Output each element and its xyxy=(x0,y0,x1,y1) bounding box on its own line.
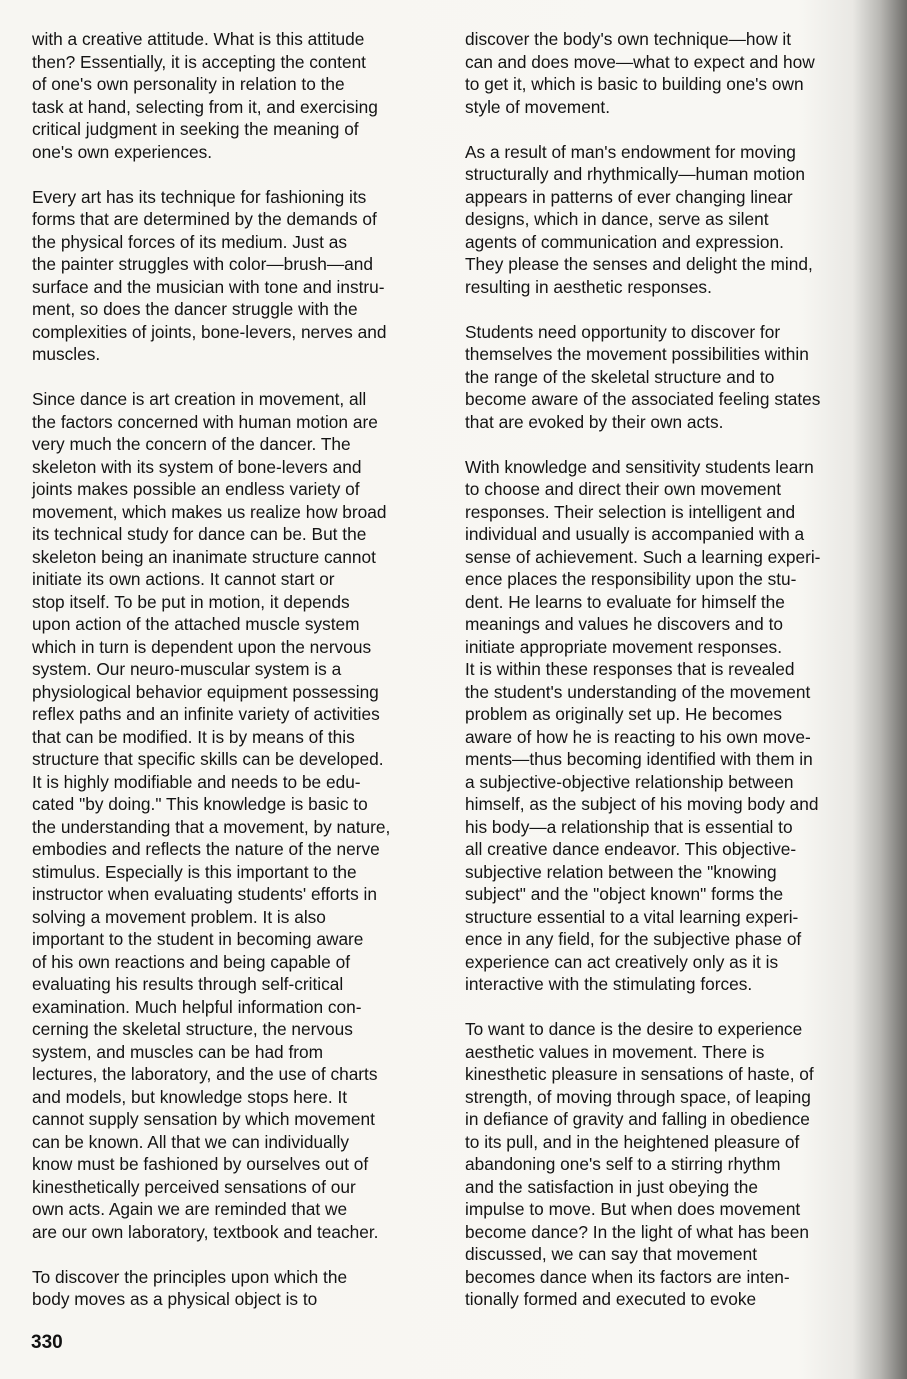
text-line: can and does move—what to expect and how xyxy=(465,51,815,72)
text-line: ment, so does the dancer struggle with the xyxy=(32,299,358,319)
paragraph-gap xyxy=(32,163,444,186)
text-line: embodies and reflects the nature of the nerve xyxy=(32,839,380,859)
text-line: appears in patterns of ever changing linear xyxy=(465,186,793,207)
text-line: cated "by doing." This knowledge is basic to xyxy=(32,794,368,814)
paragraph-gap xyxy=(32,1243,444,1266)
text-line: system. Our neuro-muscular system is a xyxy=(32,659,342,679)
text-line: himself, as the subject of his moving body and xyxy=(465,794,819,814)
text-line: Every art has its technique for fashioning its xyxy=(32,186,367,207)
paragraph-gap xyxy=(32,366,444,389)
text-line: cerning the skeletal structure, the nervous xyxy=(32,1019,353,1039)
text-line: meanings and values he discovers and to xyxy=(465,614,783,634)
text-line: become aware of the associated feeling states xyxy=(465,389,821,409)
text-line: To want to dance is the desire to experience xyxy=(465,1019,803,1039)
text-line: surface and the musician with tone and instru- xyxy=(32,276,385,297)
text-line: body moves as a physical object is to xyxy=(32,1289,318,1309)
text-line: in defiance of gravity and falling in obedience xyxy=(465,1109,810,1129)
paragraph-gap xyxy=(465,118,875,141)
text-line: know must be fashioned by ourselves out of xyxy=(32,1154,369,1174)
text-line: of one's own personality in relation to the xyxy=(32,74,345,94)
text-line: Since dance is art creation in movement, all xyxy=(32,389,367,409)
text-line: to its pull, and in the heightened pleasure of xyxy=(465,1131,800,1152)
text-line: impulse to move. But when does movement xyxy=(465,1199,801,1219)
text-line: ments—thus becoming identified with them in xyxy=(465,749,813,769)
text-line: joints makes possible an endless variety of xyxy=(32,479,360,499)
text-line: the factors concerned with human motion are xyxy=(32,411,378,432)
text-line: that are evoked by their own acts. xyxy=(465,411,724,432)
text-line: To discover the principles upon which the xyxy=(32,1266,348,1287)
text-line: physiological behavior equipment possessing xyxy=(32,681,379,702)
text-line: strength, of moving through space, of leaping xyxy=(465,1086,811,1107)
text-line: important to the student in becoming aware xyxy=(32,929,364,949)
text-line: individual and usually is accompanied with a xyxy=(465,524,805,544)
text-line: that can be modified. It is by means of this xyxy=(32,726,355,747)
text-line: kinesthetically perceived sensations of our xyxy=(32,1176,356,1197)
text-line: all creative dance endeavor. This objective- xyxy=(465,839,797,859)
text-line: experience can act creatively only as it is xyxy=(465,951,779,972)
text-line: sense of achievement. Such a learning experi- xyxy=(465,546,821,567)
text-line: aware of how he is reacting to his own move- xyxy=(465,726,811,747)
text-line: stop itself. To be put in motion, it depends xyxy=(32,591,350,612)
text-line: then? Essentially, it is accepting the content xyxy=(32,51,366,72)
text-line: forms that are determined by the demands of xyxy=(32,209,377,229)
text-line: one's own experiences. xyxy=(32,141,213,162)
text-line: subject" and the "object known" forms the xyxy=(465,884,784,904)
text-line: task at hand, selecting from it, and exercising xyxy=(32,96,378,117)
text-line: structure essential to a vital learning experi- xyxy=(465,906,799,927)
text-line: a subjective-objective relationship between xyxy=(465,771,794,792)
right-text-column xyxy=(465,28,875,1311)
text-line: can be known. All that we can individually xyxy=(32,1131,350,1152)
text-line: resulting in aesthetic responses. xyxy=(465,276,712,297)
text-line: They please the senses and delight the mind, xyxy=(465,254,813,274)
left-text-column xyxy=(32,28,444,1311)
text-line: structure that specific skills can be developed. xyxy=(32,749,384,769)
text-line: system, and muscles can be had from xyxy=(32,1041,324,1062)
text-line: are our own laboratory, textbook and teacher. xyxy=(32,1221,379,1242)
text-line: which in turn is dependent upon the nervous xyxy=(32,636,372,657)
text-line: ence in any field, for the subjective phase of xyxy=(465,929,802,949)
page-number: 330 xyxy=(31,1332,63,1353)
text-line: tionally formed and executed to evoke xyxy=(465,1289,757,1309)
text-line: stimulus. Especially is this important to the xyxy=(32,861,357,882)
text-line: themselves the movement possibilities within xyxy=(465,344,809,364)
text-line: of his own reactions and being capable of xyxy=(32,951,350,972)
paragraph-gap xyxy=(465,298,875,321)
text-line: solving a movement problem. It is also xyxy=(32,906,326,927)
text-line: problem as originally set up. He becomes xyxy=(465,704,782,724)
text-line: and models, but knowledge stops here. It xyxy=(32,1086,348,1107)
paragraph-gap xyxy=(465,433,875,456)
text-line: to choose and direct their own movement xyxy=(465,479,782,499)
text-line: reflex paths and an infinite variety of activities xyxy=(32,704,380,724)
text-line: its technical study for dance can be. But the xyxy=(32,524,367,544)
text-line: As a result of man's endowment for moving xyxy=(465,141,796,162)
text-line: becomes dance when its factors are inten- xyxy=(465,1266,790,1287)
text-line: aesthetic values in movement. There is xyxy=(465,1041,765,1062)
text-line: the painter struggles with color—brush—and xyxy=(32,254,374,274)
text-line: examination. Much helpful information con- xyxy=(32,996,362,1017)
text-line: critical judgment in seeking the meaning of xyxy=(32,119,359,139)
text-line: dent. He learns to evaluate for himself the xyxy=(465,591,785,612)
text-line: the understanding that a movement, by nature, xyxy=(32,816,391,837)
text-line: and the satisfaction in just obeying the xyxy=(465,1176,759,1197)
text-line: With knowledge and sensitivity students learn xyxy=(465,456,814,477)
text-line: style of movement. xyxy=(465,96,611,117)
text-line: It is within these responses that is revealed xyxy=(465,659,795,679)
text-line: skeleton with its system of bone-levers and xyxy=(32,456,362,477)
text-line: discover the body's own technique—how it xyxy=(465,29,792,49)
text-line: initiate appropriate movement responses. xyxy=(465,636,782,657)
text-line: responses. Their selection is intelligent and xyxy=(465,501,796,522)
text-line: It is highly modifiable and needs to be edu- xyxy=(32,771,361,792)
text-line: upon action of the attached muscle system xyxy=(32,614,360,634)
text-line: discussed, we can say that movement xyxy=(465,1244,758,1264)
text-line: ence places the responsibility upon the stu- xyxy=(465,569,797,589)
paragraph-gap xyxy=(465,996,875,1019)
text-line: very much the concern of the dancer. The xyxy=(32,434,351,454)
text-line: structurally and rhythmically—human motion xyxy=(465,164,805,184)
text-line: interactive with the stimulating forces. xyxy=(465,974,753,994)
text-line: Students need opportunity to discover for xyxy=(465,321,781,342)
text-line: muscles. xyxy=(32,344,101,364)
text-line: with a creative attitude. What is this attitude xyxy=(32,29,365,49)
text-line: the student's understanding of the movement xyxy=(465,681,811,702)
text-line: his body—a relationship that is essential to xyxy=(465,816,793,837)
text-line: designs, which in dance, serve as silent xyxy=(465,209,769,229)
text-line: kinesthetic pleasure in sensations of haste, of xyxy=(465,1064,814,1084)
text-line: subjective relation between the "knowing xyxy=(465,861,777,882)
text-line: cannot supply sensation by which movement xyxy=(32,1109,375,1129)
text-line: initiate its own actions. It cannot start or xyxy=(32,569,335,589)
text-line: agents of communication and expression. xyxy=(465,231,784,252)
text-line: instructor when evaluating students' efforts in xyxy=(32,884,377,904)
text-line: complexities of joints, bone-levers, nerves and xyxy=(32,321,387,342)
text-line: movement, which makes us realize how broad xyxy=(32,501,387,522)
text-line: become dance? In the light of what has been xyxy=(465,1221,809,1242)
text-line: abandoning one's self to a stirring rhythm xyxy=(465,1154,781,1174)
text-line: lectures, the laboratory, and the use of charts xyxy=(32,1064,378,1084)
text-line: evaluating his results through self-critical xyxy=(32,974,344,994)
text-line: the range of the skeletal structure and to xyxy=(465,366,775,387)
text-line: skeleton being an inanimate structure cannot xyxy=(32,546,376,567)
text-line: own acts. Again we are reminded that we xyxy=(32,1199,348,1219)
text-line: to get it, which is basic to building one's own xyxy=(465,74,804,94)
text-line: the physical forces of its medium. Just as xyxy=(32,231,348,252)
